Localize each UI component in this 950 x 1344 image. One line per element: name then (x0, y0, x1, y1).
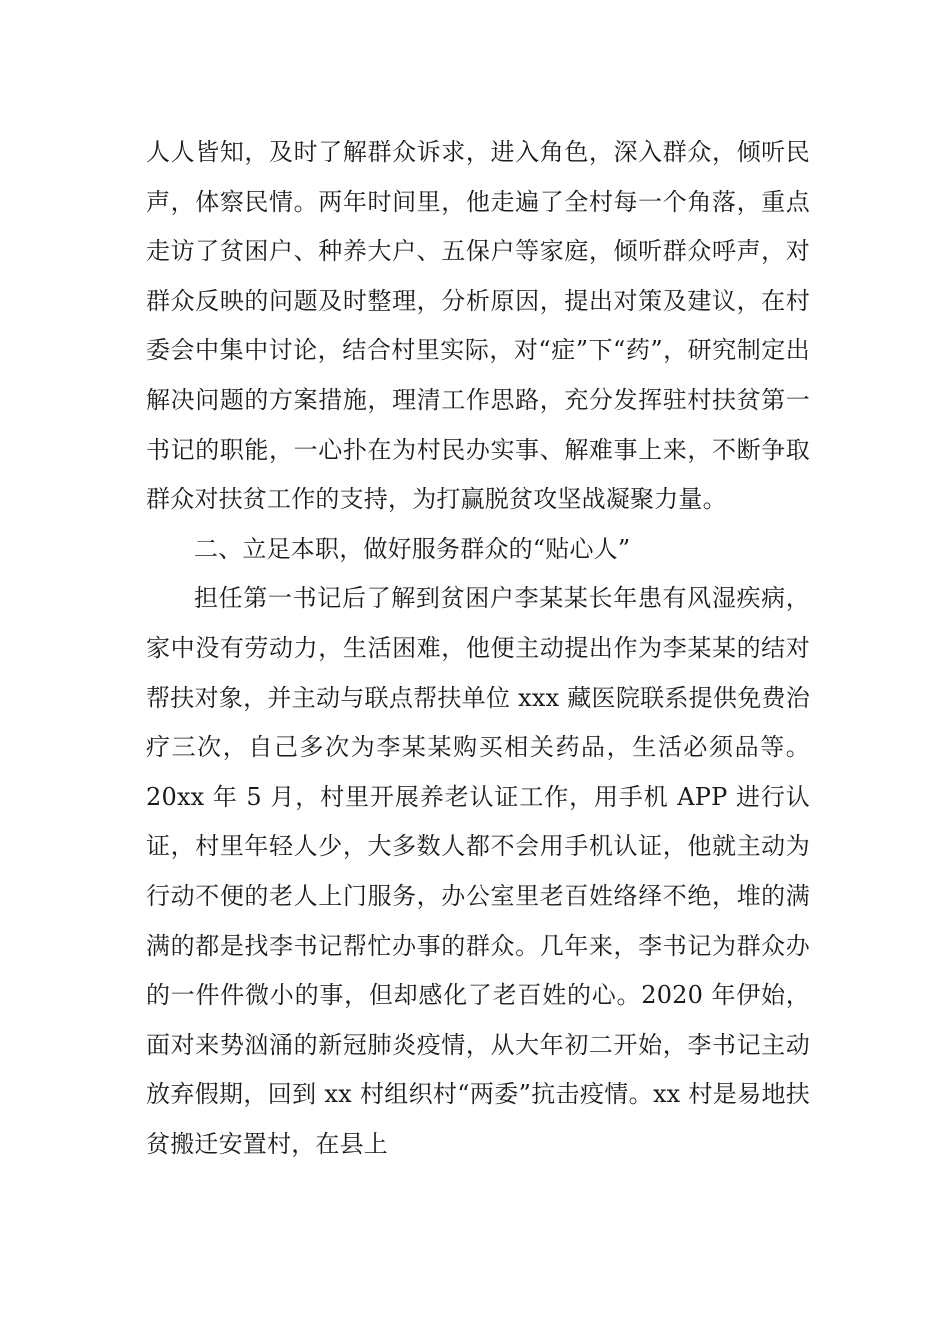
paragraph-section-two: 担任第一书记后了解到贫困户李某某长年患有风湿疾病，家中没有劳动力，生活困难，他便主动提出作为李某某的结对帮扶对象，并主动与联点帮扶单位 xxx 藏医院联系提供免费治疗三次，自己多次为李某某购买相关药品，生活必须品等。20xx 年 5 月，村里开展养老认证工作，用手机 APP 进行认证，村里年轻人少，大多数人都不会用手机认证，他就主动为行动不便的老人上门服务，办公室里老百姓络绎不绝，堆的满满的都是找李书记帮忙办事的群众。几年来，李书记为群众办的一件件微小的事，但却感化了老百姓的心。2020 年伊始，面对来势汹涌的新冠肺炎疫情，从大年初二开始，李书记主动放弃假期，回到 xx 村组织村“两委”抗击疫情。xx 村是易地扶贫搬迁安置村，在县上 (146, 584, 810, 1158)
paragraph-continuation: 人人皆知，及时了解群众诉求，进入角色，深入群众，倾听民声，体察民情。两年时间里，他走遍了全村每一个角落，重点走访了贫困户、种养大户、五保户等家庭，倾听群众呼声，对群众反映的问题及时整理，分析原因，提出对策及建议，在村委会中集中讨论，结合村里实际，对“症”下“药”，研究制定出解决问题的方案措施，理清工作思路，充分发挥驻村扶贫第一书记的职能，一心扑在为村民办实事、解难事上来，不断争取群众对扶贫工作的支持，为打赢脱贫攻坚战凝聚力量。 (146, 138, 810, 514)
section-heading: 二、立足本职，做好服务群众的“贴心人” (194, 534, 631, 563)
document-body (146, 128, 810, 1169)
